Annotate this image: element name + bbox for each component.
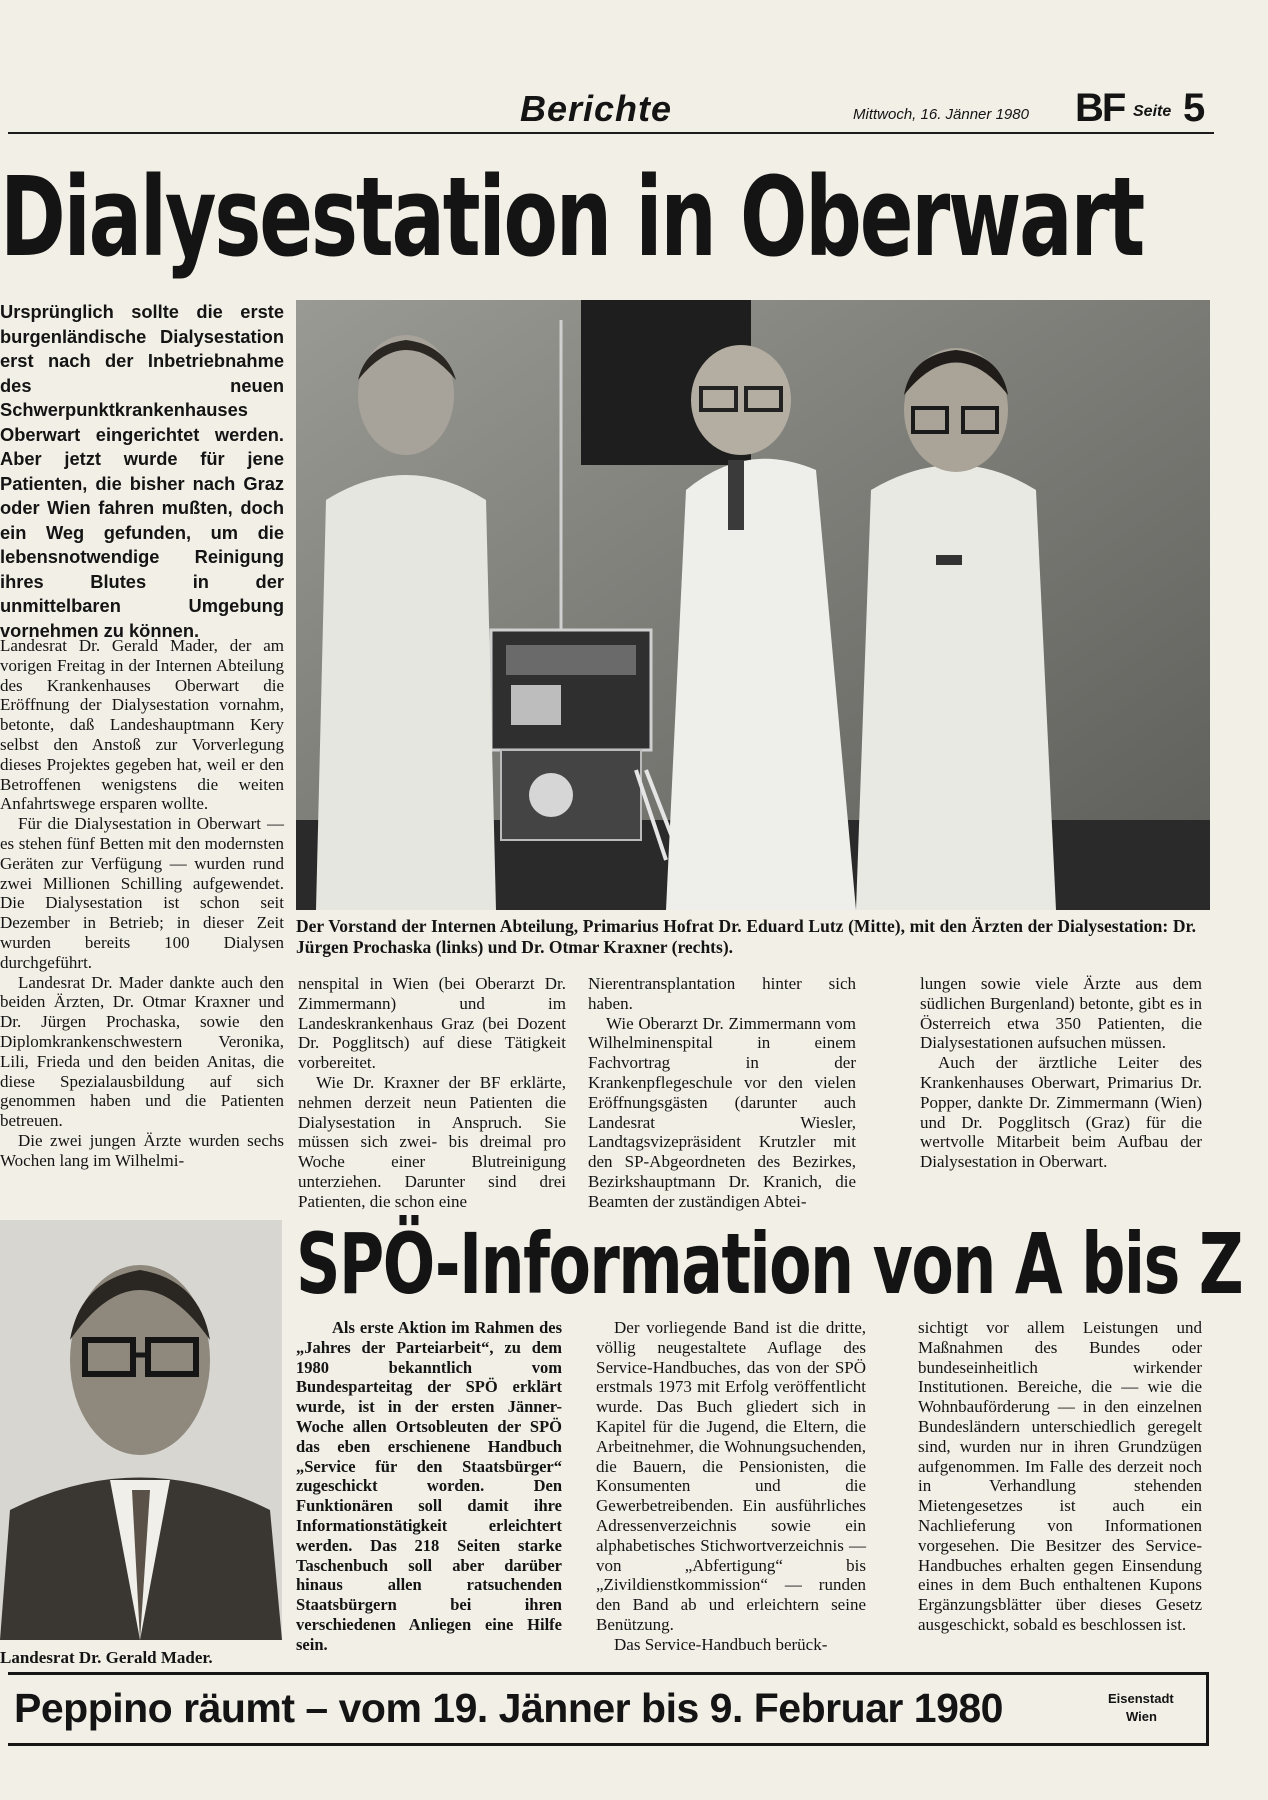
paragraph: Landesrat Dr. Mader dankte auch den beiden Ärzten, Dr. Otmar Kraxner und Dr. Jürgen Prochaska, sowie den Diplomkrankenschwestern Veronika, Lili, Frieda und den beiden Anitas, die diese Spezialausbildung auf sich genommen haben und die Patienten betreuen. (0, 972, 284, 1131)
article2-column-1 (296, 1318, 562, 1655)
header-rule (8, 132, 1214, 134)
paragraph: Die zwei jungen Ärzte wurden sechs Wochen lang im Wilhelmi- (0, 1130, 284, 1170)
advertisement-banner (8, 1672, 1209, 1746)
paragraph: nenspital in Wien (bei Oberarzt Dr. Zimmermann) und im Landeskrankenhaus Graz (bei Dozent Dr. Pogglitsch) auf diese Tätigkeit vorbereitet. (298, 974, 566, 1073)
paragraph: lungen sowie viele Ärzte aus dem südlichen Burgenland) betonte, gibt es in Österreich etwa 350 Patienten, die Dialysestationen aufsuchen müssen. (920, 974, 1202, 1053)
ad-city-eisenstadt: Eisenstadt (1108, 1691, 1174, 1706)
paragraph: Für die Dialysestation in Oberwart — es stehen fünf Betten mit den modernsten Geräten zur Verfügung — wurden rund zwei Millionen Schilling aufgewendet. Die Dialysestation ist schon seit Dezember in Betrieb; in dieser Zeit wurden bereits 100 Dialysen durchgeführt. (0, 814, 284, 972)
portrait-illustration (0, 1220, 282, 1640)
paragraph: Wie Oberarzt Dr. Zimmermann vom Wilhelminenspital in einem Fachvortrag in der Krankenpflegeschule vor den vielen Eröffnungsgästen (darunter auch Landesrat Wiesler, Landtagsvizepräsident Krutzler mit den SP-Abgeordneten des Bezirkes, Bezirkshauptmann Dr. Kranich, die Beamten der zuständigen Abtei- (588, 1013, 856, 1211)
paragraph: Auch der ärztliche Leiter des Krankenhauses Oberwart, Primarius Dr. Popper, dankte Dr. Zimmermann (Wien) und Dr. Pogglitsch (Graz) für die wertvolle Mitarbeit beim Aufbau der Dialysestation in Oberwart. (920, 1053, 1202, 1172)
lead-text: Ursprünglich sollte die erste burgenländische Dialysestation erst nach der Inbetriebnahme des neuen Schwerpunktkrankenhauses Oberwart eingerichtet werden. Aber jetzt wurde für jene Patienten, die bisher nach Graz oder Wien fahren mußten, doch ein Weg gefunden, um die lebensnotwendige Reinigung ihres Blutes in der unmittelbaren Umgebung vornehmen zu können. (0, 301, 284, 641)
article-headline: Dialysestation in Oberwart (0, 153, 1144, 281)
paragraph: Landesrat Dr. Gerald Mader, der am vorigen Freitag in der Internen Abteilung des Krankenhauses Oberwart die Eröffnung der Dialysestation vornahm, betonte, daß Landeshauptmann Kery selbst den Anstoß zur Vorverlegung dieses Projektes gegeben hat, weil er den Betroffenen wenigstens die weiten Anfahrtswege ersparen wollte. (0, 636, 284, 814)
article-column-4 (920, 974, 1202, 1172)
article-column-2 (298, 974, 566, 1212)
article-column-1 (0, 636, 284, 1171)
portrait-caption: Landesrat Dr. Gerald Mader. (0, 1648, 213, 1667)
article-column-3 (588, 974, 856, 1212)
page-number: 5 (1183, 86, 1206, 130)
article-headline-2: SPÖ-Information von A bis Z (296, 1215, 1243, 1313)
article2-column-3 (918, 1318, 1202, 1635)
paragraph: Als erste Aktion im Rahmen des „Jahres der Parteiarbeit“, zu dem 1980 bekanntlich vom Bundesparteitag der SPÖ erklärt wurde, ist in der ersten Jänner-Woche allen Ortsobleuten der SPÖ das eben erschienene Handbuch „Service für den Staatsbürger“ zugeschickt worden. Den Funktionären soll damit ihre Informationstätigkeit erleichtert werden. Das 218 Seiten starke Taschenbuch soll aber darüber hinaus allen ratsuchenden Staatsbürgern bei ihren verschiedenen Anliegen eine Hilfe sein. (296, 1318, 562, 1654)
photo-caption: Der Vorstand der Internen Abteilung, Primarius Hofrat Dr. Eduard Lutz (Mitte), mit den Ärzten der Dialysestation: Dr. Jürgen Prochaska (links) und Dr. Otmar Kraxner (rechts). (296, 916, 1196, 957)
portrait-photo (0, 1220, 282, 1640)
advertisement-text: Peppino räumt – vom 19. Jänner bis 9. Februar 1980 (14, 1685, 1003, 1731)
ad-city-wien: Wien (1126, 1709, 1157, 1724)
photo-illustration (296, 300, 1210, 910)
paragraph: Der vorliegende Band ist die dritte, völlig neugestaltete Auflage des Service-Handbuches, das von der SPÖ erstmals 1973 mit Erfolg veröffentlicht wurde. Das Buch gliedert sich in Kapitel für die Jugend, die Eltern, die Arbeitnehmer, die Wohnungsuchenden, die Bauern, die Pensionisten, die Konsumenten und die Gewerbetreibenden. Ein ausführliches Adressenverzeichnis sowie ein alphabetisches Stichwortverzeichnis — von „Abfertigung“ bis „Zivildienstkommission“ — runden den Band ab und erleichtern seine Benützung. (596, 1318, 866, 1634)
issue-date: Mittwoch, 16. Jänner 1980 (853, 106, 1029, 123)
paragraph: sichtigt vor allem Leistungen und Maßnahmen des Bundes oder bundeseinheitlich wirkender Institutionen. Bereiche, die — wie die Wohnbauförderung — in den einzelnen Bundesländern unterschiedlich geregelt sind, wurden nur in ihren Grundzügen aufgenommen. Im Falle des derzeit noch in Verhandlung stehenden Mietengesetzes ist auch ein Nachlieferung von Informationen vorgesehen. Die Besitzer des Service-Handbuches erhalten gegen Einsendung eines in dem Buch enthaltenen Kupons Ergänzungsblätter über dieses Gesetz ausgeschickt, sobald es beschlossen ist. (918, 1318, 1202, 1634)
section-label: Berichte (520, 88, 673, 129)
lead-paragraph (0, 300, 284, 643)
paragraph: Wie Dr. Kraxner der BF erklärte, nehmen derzeit neun Patienten die Dialysestation in Anspruch. Sie müssen sich zwei- bis dreimal pro Woche einer Blutreinigung unterziehen. Darunter sind drei Patienten, die schon eine (298, 1072, 566, 1211)
article2-column-2 (596, 1318, 866, 1655)
dialysis-team-photo (296, 300, 1210, 910)
paragraph: Das Service-Handbuch berück- (614, 1634, 828, 1654)
page-label: Seite (1133, 103, 1172, 120)
publication-logo: BF (1075, 86, 1125, 130)
paragraph: Nierentransplantation hinter sich haben. (588, 974, 856, 1013)
